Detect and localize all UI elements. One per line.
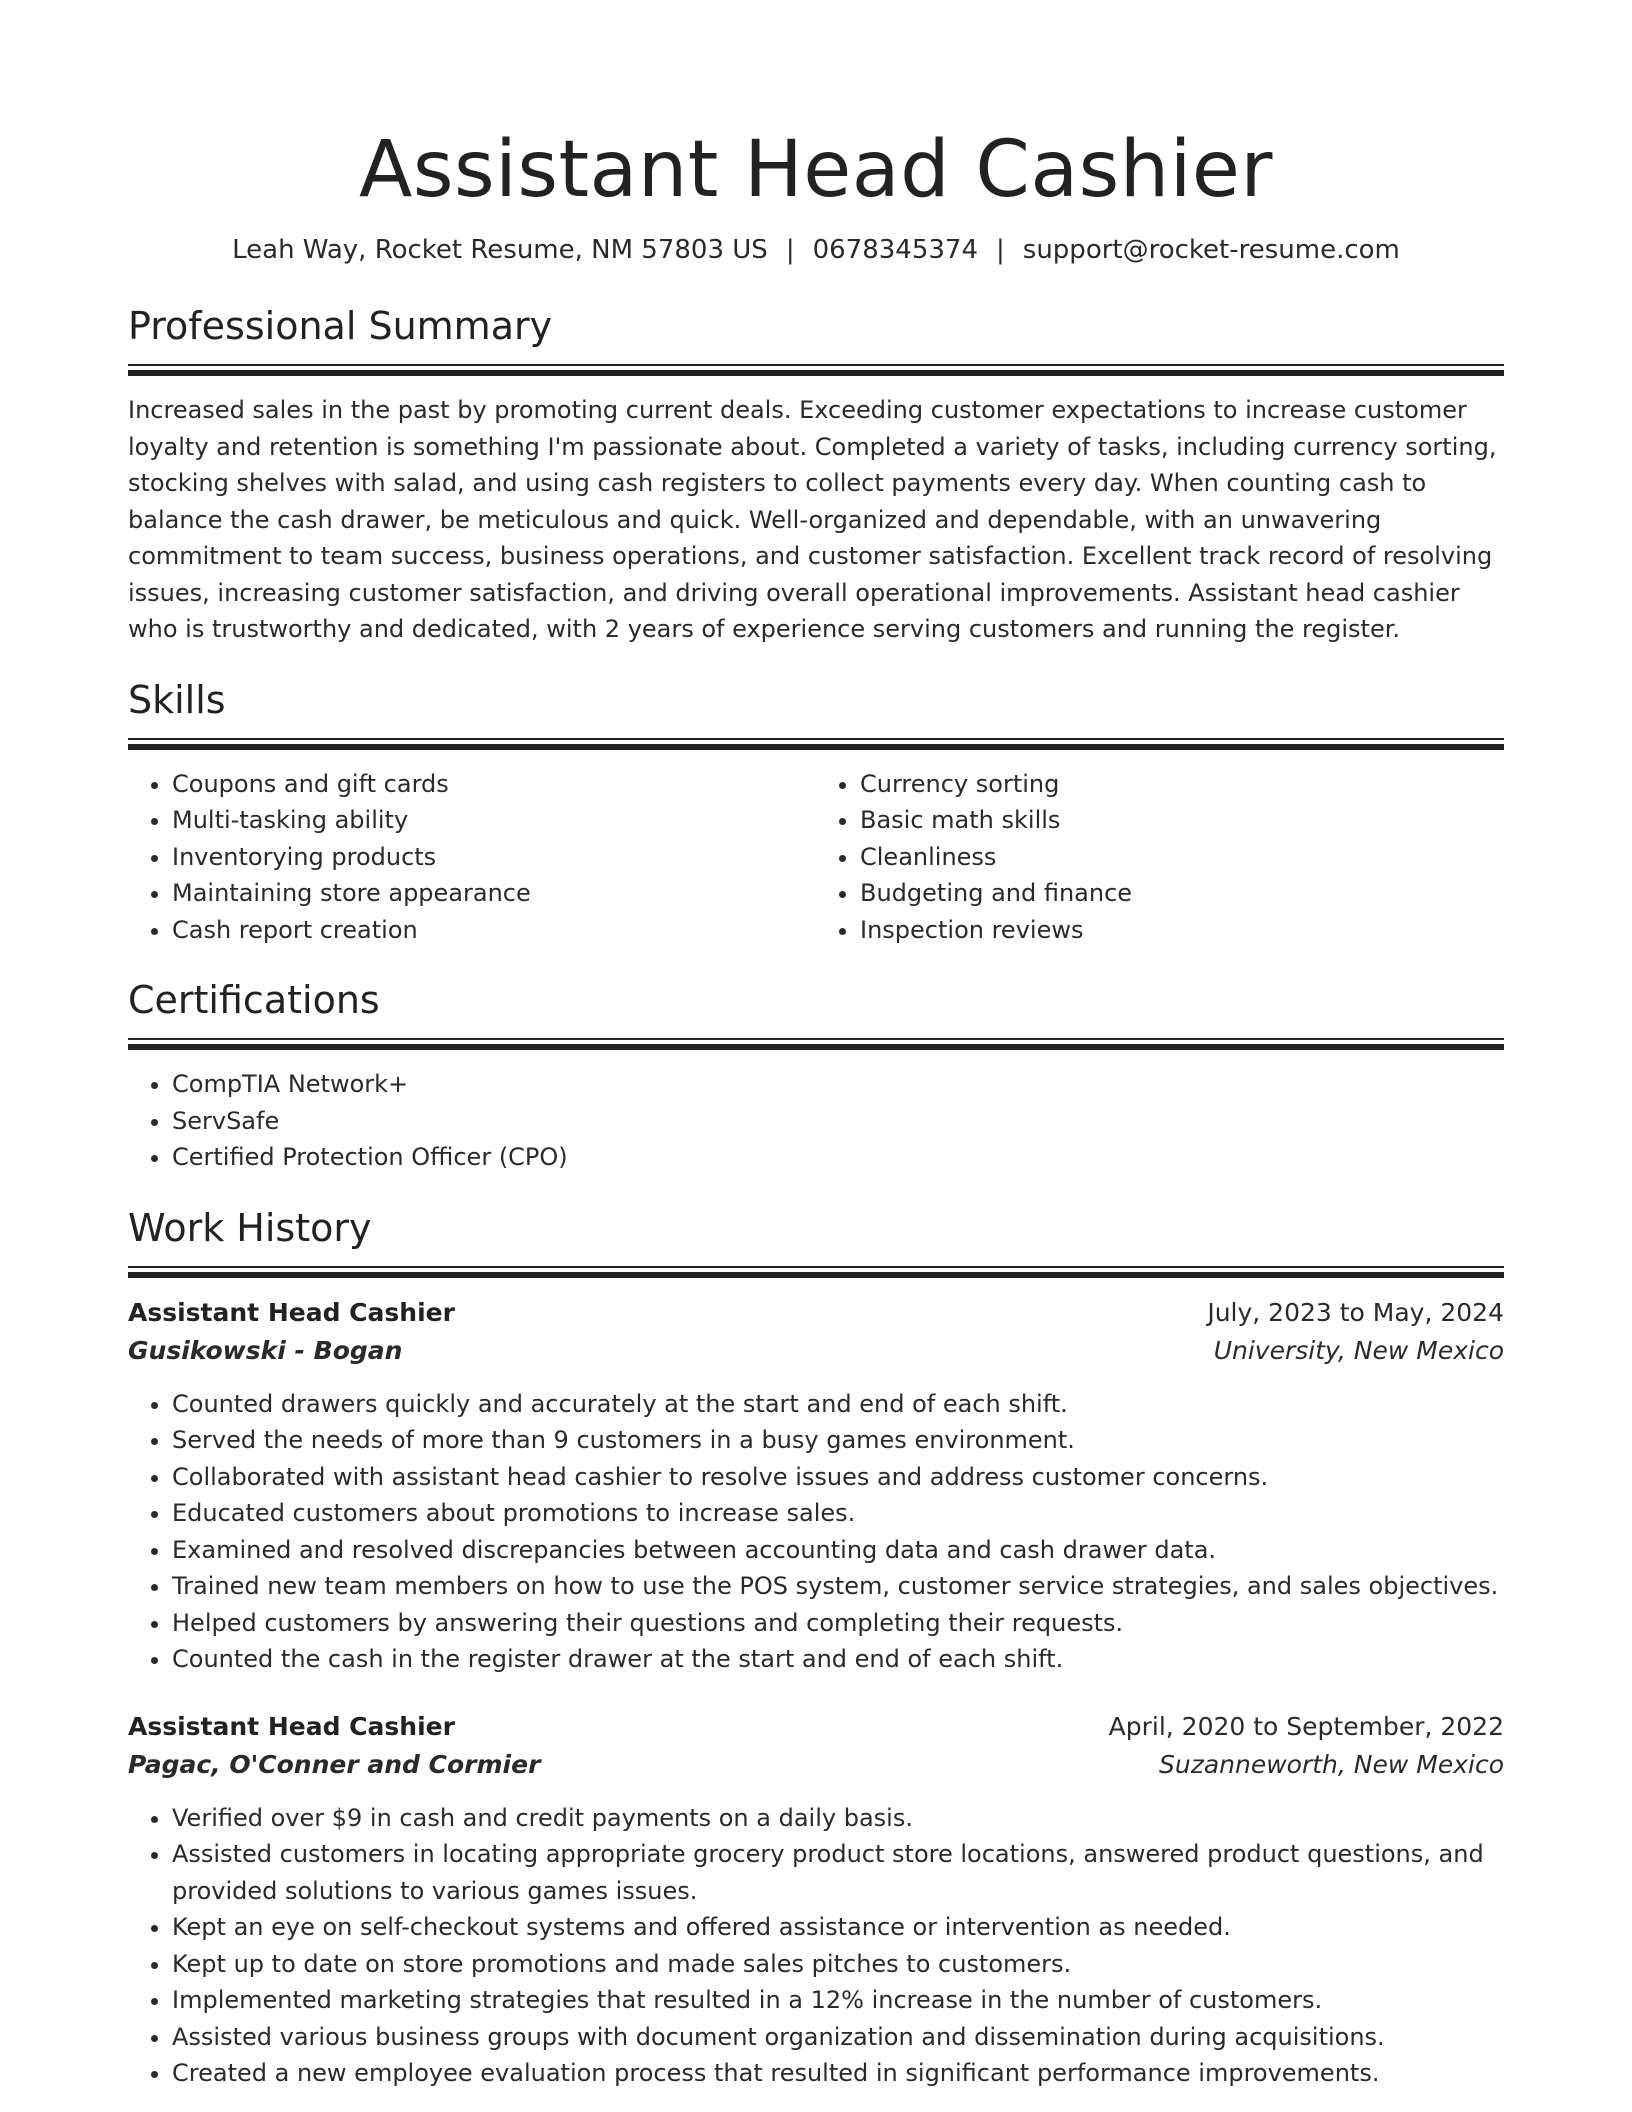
job-bullet: • Educated customers about promotions to increase sales. bbox=[172, 1495, 1504, 1532]
job-header bbox=[128, 1294, 1504, 1332]
work-history-section bbox=[128, 1202, 1504, 2092]
job-location: Suzanneworth, New Mexico bbox=[1159, 1749, 1504, 1779]
job-bullet: • Kept up to date on store promotions and made sales pitches to customers. bbox=[172, 1946, 1504, 1983]
contact-address: Leah Way, Rocket Resume, NM 57803 US bbox=[232, 235, 768, 265]
certification-item: • Certified Protection Officer (CPO) bbox=[172, 1139, 1504, 1176]
job-company: Gusikowski - Bogan bbox=[128, 1335, 403, 1365]
summary-text: Increased sales in the past by promoting current deals. Exceeding customer expectations to increase customer loyalty and retention is something I'm passionate about. Completed a variety of tasks, including currency sorting, stocking shelves with salad, and using cash registers to collect payments every day. When counting cash to balance the cash drawer, be meticulous and quick. Well-organized and dependable, with an unwavering commitment to team success, business operations, and customer satisfaction. Excellent track record of resolving issues, increasing customer satisfaction, and driving overall operational improvements. Assistant head cashier who is trustworthy and dedicated, with 2 years of experience serving customers and running the register. bbox=[128, 396, 1497, 643]
job-bullet: • Assisted customers in locating appropriate grocery product store locations, answered product questions, and provided solutions to various games issues. bbox=[172, 1836, 1504, 1909]
certification-item: • CompTIA Network+ bbox=[172, 1066, 1504, 1103]
job-company: Pagac, O'Conner and Cormier bbox=[128, 1749, 541, 1779]
resume-name: Assistant Head Cashier bbox=[359, 125, 1273, 215]
job-subheader bbox=[128, 1332, 1504, 1370]
section-divider bbox=[128, 1266, 1504, 1278]
contact-separator: | bbox=[996, 235, 1005, 265]
job-bullet: • Counted the cash in the register drawer at the start and end of each shift. bbox=[172, 1641, 1504, 1678]
contact-line bbox=[128, 232, 1504, 268]
job-location: University, New Mexico bbox=[1213, 1335, 1504, 1365]
job-bullet: • Examined and resolved discrepancies between accounting data and cash drawer data. bbox=[172, 1532, 1504, 1569]
contact-phone: 0678345374 bbox=[812, 235, 979, 265]
job-bullet-list bbox=[128, 1800, 1504, 2092]
skill-item: • Maintaining store appearance bbox=[172, 875, 816, 912]
summary-section bbox=[128, 300, 1504, 648]
skills-list-right bbox=[816, 766, 1504, 949]
skill-item: • Coupons and gift cards bbox=[172, 766, 816, 803]
skills-list-left bbox=[128, 766, 816, 949]
contact-email: support@rocket-resume.com bbox=[1022, 235, 1400, 265]
certifications-heading: Certifications bbox=[128, 978, 380, 1022]
job-bullet: • Verified over $9 in cash and credit payments on a daily basis. bbox=[172, 1800, 1504, 1837]
job-entry bbox=[128, 1294, 1504, 1678]
skill-item: • Budgeting and finance bbox=[860, 875, 1504, 912]
job-bullet: • Counted drawers quickly and accurately at the start and end of each shift. bbox=[172, 1386, 1504, 1423]
job-subheader bbox=[128, 1746, 1504, 1784]
job-dates: July, 2023 to May, 2024 bbox=[1207, 1297, 1504, 1327]
job-bullet-list bbox=[128, 1386, 1504, 1678]
skill-item: • Inspection reviews bbox=[860, 912, 1504, 949]
job-bullet: • Assisted various business groups with document organization and dissemination during acquisitions. bbox=[172, 2019, 1504, 2056]
job-title: Assistant Head Cashier bbox=[128, 1297, 455, 1327]
skills-grid bbox=[128, 766, 1504, 949]
contact-separator: | bbox=[785, 235, 795, 265]
job-bullet: • Served the needs of more than 9 customers in a busy games environment. bbox=[172, 1422, 1504, 1459]
skill-item: • Inventorying products bbox=[172, 839, 816, 876]
skills-column-left bbox=[128, 766, 816, 949]
section-divider bbox=[128, 738, 1504, 750]
summary-heading: Professional Summary bbox=[128, 304, 553, 348]
job-bullet: • Collaborated with assistant head cashier to resolve issues and address customer concerns. bbox=[172, 1459, 1504, 1496]
skill-item: • Basic math skills bbox=[860, 802, 1504, 839]
skill-item: • Multi-tasking ability bbox=[172, 802, 816, 839]
job-bullet: • Trained new team members on how to use the POS system, customer service strategies, and sales objectives. bbox=[172, 1568, 1504, 1605]
skill-item: • Cash report creation bbox=[172, 912, 816, 949]
job-dates: April, 2020 to September, 2022 bbox=[1108, 1711, 1504, 1741]
skills-column-right bbox=[816, 766, 1504, 949]
skill-item: • Cleanliness bbox=[860, 839, 1504, 876]
job-bullet: • Created a new employee evaluation process that resulted in significant performance improvements. bbox=[172, 2055, 1504, 2092]
certifications-list bbox=[128, 1066, 1504, 1176]
section-divider bbox=[128, 1038, 1504, 1050]
skill-item: • Currency sorting bbox=[860, 766, 1504, 803]
section-divider bbox=[128, 364, 1504, 376]
job-bullet: • Helped customers by answering their questions and completing their requests. bbox=[172, 1605, 1504, 1642]
job-entry bbox=[128, 1708, 1504, 2092]
job-header bbox=[128, 1708, 1504, 1746]
certifications-section bbox=[128, 974, 1504, 1176]
certification-item: • ServSafe bbox=[172, 1103, 1504, 1140]
skills-heading: Skills bbox=[128, 677, 226, 722]
job-bullet: • Kept an eye on self-checkout systems and offered assistance or intervention as needed. bbox=[172, 1909, 1504, 1946]
skills-section bbox=[128, 674, 1504, 949]
work-history-heading: Work History bbox=[128, 1205, 372, 1250]
job-bullet: • Implemented marketing strategies that resulted in a 12% increase in the number of customers. bbox=[172, 1982, 1504, 2019]
job-title: Assistant Head Cashier bbox=[128, 1711, 455, 1741]
